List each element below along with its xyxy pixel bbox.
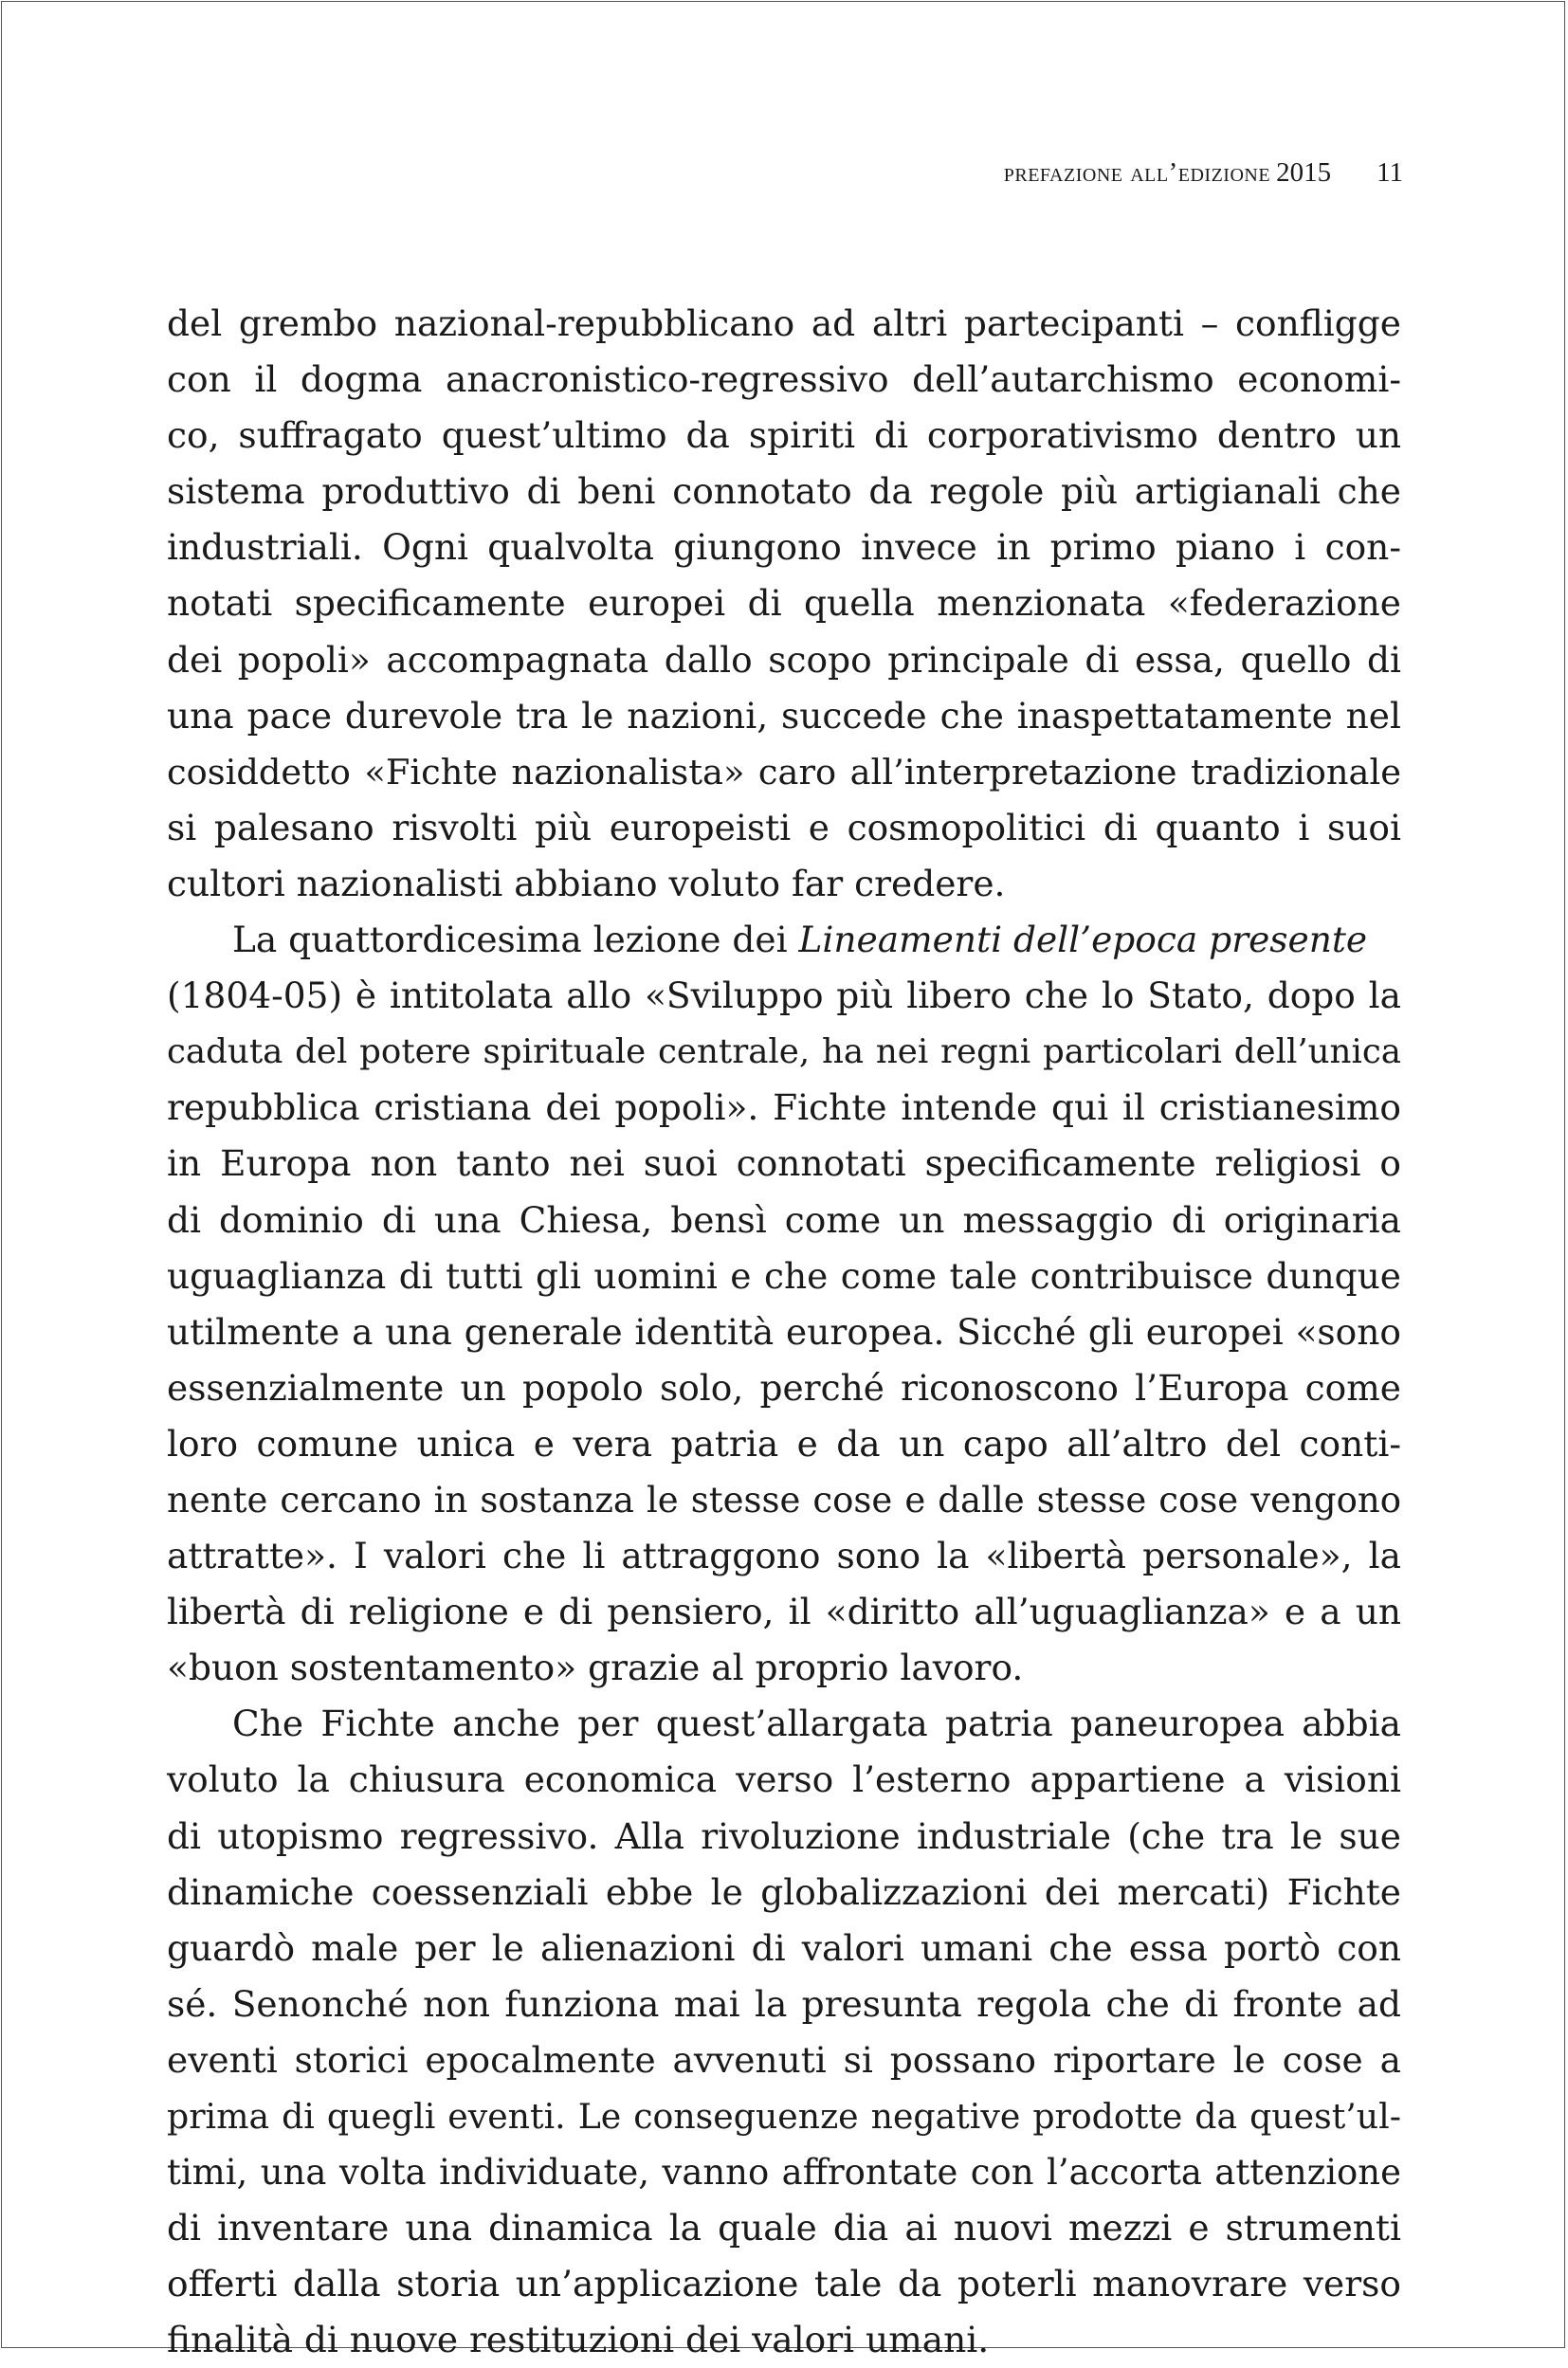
text-line: Che Fichte anche per quest’allargata patria paneuropea abbia [232, 1703, 1401, 1745]
text-line: finalità di nuove restituzioni dei valori umani. [167, 2319, 990, 2361]
running-title: prefazione all’edizione [1003, 157, 1271, 188]
text-line: (1804-05) è intitolata allo «Sviluppo più libero che lo Stato, dopo la [167, 975, 1401, 1017]
text-line: timi, una volta individuate, vanno affrontate con l’accorta attenzione [167, 2152, 1401, 2194]
body-text [167, 296, 1401, 2368]
text-line: di utopismo regressivo. Alla rivoluzione industriale (che tra le sue [167, 1814, 1401, 1857]
text-line: industriali. Ogni qualvolta giungono invece in primo piano i con- [167, 526, 1401, 569]
text-line: prima di quegli eventi. Le conseguenze negative prodotte da quest’ul- [167, 2096, 1401, 2137]
text-line: cosiddetto «Fichte nazionalista» caro all’interpretazione tradizionale [167, 751, 1401, 792]
text-line: con il dogma anacronistico-regressivo dell’autarchismo economi- [167, 358, 1401, 401]
text-line: attratte». I valori che li attraggono sono la «libertà personale», la [167, 1535, 1401, 1577]
text-line: co, suffragato quest’ultimo da spiriti di corporativismo dentro un [167, 414, 1401, 457]
running-head [1004, 157, 1403, 191]
book-title: Lineamenti dell’epoca presente [798, 919, 1368, 961]
text-line: di dominio di una Chiesa, bensì come un messaggio di originaria [167, 1198, 1401, 1241]
text-line: offerti dalla storia un’applicazione tale da poterli manovrare verso [167, 2263, 1401, 2305]
page-number: 11 [1377, 157, 1403, 188]
text-line: cultori nazionalisti abbiano voluto far credere. [167, 862, 1006, 904]
text-line: si palesano risvolti più europeisti e cosmopolitici di quanto i suoi [167, 806, 1401, 848]
text-line: una pace durevole tra le nazioni, succede che inaspettatamente nel [167, 694, 1401, 737]
text-line: nente cercano in sostanza le stesse cose e dalle stesse cose vengono [167, 1479, 1401, 1521]
text-line: repubblica cristiana dei popoli». Fichte intende qui il cristianesimo [167, 1086, 1401, 1129]
text-line: dei popoli» accompagnata dallo scopo principale di essa, quello di [167, 638, 1401, 681]
text-line: voluto la chiusura economica verso l’esterno appartiene a visioni [167, 1758, 1401, 1801]
text-line: del grembo nazional-repubblicano ad altri partecipanti – confligge [167, 302, 1401, 344]
text-line: uguaglianza di tutti gli uomini e che come tale contribuisce dunque [167, 1254, 1401, 1297]
text-line: utilmente a una generale identità europea. Sicché gli europei «sono [167, 1310, 1401, 1353]
text-line [167, 912, 1401, 968]
text-line: dinamiche coessenziali ebbe le globalizzazioni dei mercati) Fichte [167, 1870, 1401, 1913]
text-line: sé. Senonché non funziona mai la presunta regola che di fronte ad [167, 1982, 1401, 2025]
text-line: sistema produttivo di beni connotato da regole più artigianali che [167, 470, 1401, 513]
text-line: notati specificamente europei di quella menzionata «federazione [167, 582, 1401, 625]
text-line: libertà di religione e di pensiero, il «diritto all’uguaglianza» e a un [167, 1591, 1401, 1633]
text-line: in Europa non tanto nei suoi connotati specificamente religiosi o [167, 1142, 1401, 1185]
text-line: loro comune unica e vera patria e da un capo all’altro del conti- [167, 1422, 1401, 1465]
text-line: guardò male per le alienazioni di valori umani che essa portò con [167, 1926, 1401, 1969]
text-line: caduta del potere spirituale centrale, ha nei regni particolari dell’unica [167, 1032, 1401, 1072]
text-line: «buon sostentamento» grazie al proprio lavoro. [167, 1647, 1024, 1689]
text-roman: La quattordicesima lezione dei [232, 919, 799, 961]
text-line: essenzialmente un popolo solo, perché riconoscono l’Europa come [167, 1366, 1401, 1409]
text-line: eventi storici epocalmente avvenuti si possano riportare le cose a [167, 2038, 1401, 2081]
running-year: 2015 [1276, 157, 1332, 188]
text-line: di inventare una dinamica la quale dia ai nuovi mezzi e strumenti [167, 2207, 1401, 2250]
